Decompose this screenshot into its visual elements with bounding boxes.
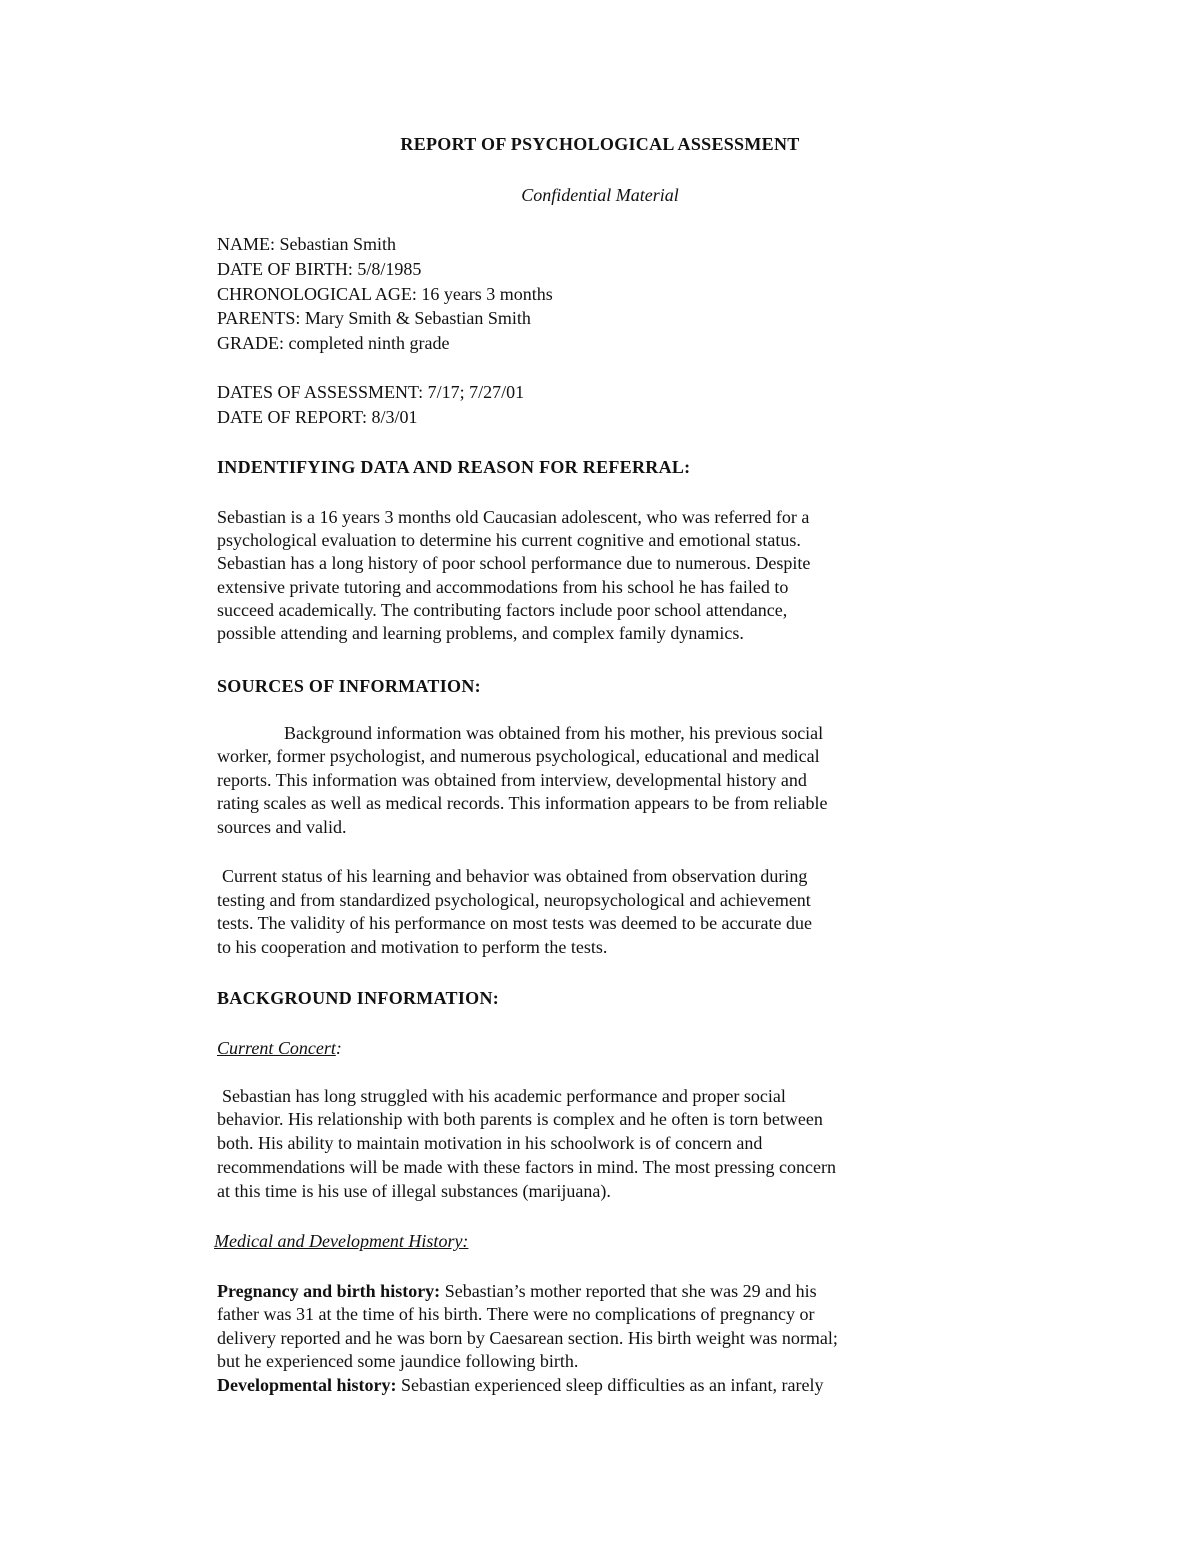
development-text: Sebastian experienced sleep difficulties as an infant, rarely (396, 1375, 824, 1395)
medical-history-heading: Medical and Development History: (214, 1231, 469, 1251)
report-date-line: DATE OF REPORT: 8/3/01 (217, 407, 418, 427)
sources-para1-line: worker, former psychologist, and numerous psychological, educational and medical (217, 746, 820, 766)
background-heading: BACKGROUND INFORMATION: (217, 988, 500, 1008)
sources-para1-line: Background information was obtained from his mother, his previous social (284, 723, 824, 743)
current-concern-colon: : (335, 1038, 342, 1058)
concern-line: behavior. His relationship with both parents is complex and he often is torn between (217, 1109, 823, 1129)
dob-line: DATE OF BIRTH: 5/8/1985 (217, 259, 422, 279)
referral-line: Sebastian is a 16 years 3 months old Caucasian adolescent, who was referred for a (217, 507, 810, 527)
concern-line: Sebastian has long struggled with his academic performance and proper social (222, 1086, 786, 1106)
sources-para1-line: sources and valid. (217, 817, 347, 837)
concern-line: both. His ability to maintain motivation in his schoolwork is of concern and (217, 1133, 763, 1153)
confidential-subtitle: Confidential Material (521, 185, 679, 205)
concern-line: recommendations will be made with these factors in mind. The most pressing concern (217, 1157, 837, 1177)
sources-heading: SOURCES OF INFORMATION: (217, 676, 481, 696)
development-line (217, 1374, 823, 1397)
referral-line: psychological evaluation to determine his current cognitive and emotional status. (217, 530, 801, 550)
pregnancy-text: Sebastian’s mother reported that she was 29 and his (440, 1281, 817, 1301)
age-line: CHRONOLOGICAL AGE: 16 years 3 months (217, 284, 553, 304)
development-label: Developmental history: (217, 1375, 397, 1395)
sources-para1-line: rating scales as well as medical records. This information appears to be from reliable (217, 793, 828, 813)
sources-para1-line: reports. This information was obtained from interview, developmental history and (217, 770, 807, 790)
pregnancy-line: but he experienced some jaundice following birth. (217, 1351, 579, 1371)
concern-line: at this time is his use of illegal substances (marijuana). (217, 1181, 611, 1201)
assessment-dates-line: DATES OF ASSESSMENT: 7/17; 7/27/01 (217, 382, 525, 402)
referral-line: succeed academically. The contributing factors include poor school attendance, (217, 600, 788, 620)
referral-line: extensive private tutoring and accommodations from his school he has failed to (217, 577, 789, 597)
sources-para2-line: tests. The validity of his performance on most tests was deemed to be accurate due (217, 913, 812, 933)
referral-line: possible attending and learning problems, and complex family dynamics. (217, 623, 744, 643)
parents-line: PARENTS: Mary Smith & Sebastian Smith (217, 308, 531, 328)
pregnancy-line: father was 31 at the time of his birth. There were no complications of pregnancy or (217, 1304, 815, 1324)
pregnancy-line: delivery reported and he was born by Caesarean section. His birth weight was normal; (217, 1328, 838, 1348)
name-line: NAME: Sebastian Smith (217, 234, 396, 254)
report-title: REPORT OF PSYCHOLOGICAL ASSESSMENT (400, 134, 800, 154)
current-concern-label: Current Concert (217, 1038, 336, 1058)
sources-para2-line: to his cooperation and motivation to perform the tests. (217, 937, 608, 957)
pregnancy-line (217, 1280, 817, 1303)
grade-line: GRADE: completed ninth grade (217, 333, 450, 353)
referral-line: Sebastian has a long history of poor school performance due to numerous. Despite (217, 553, 811, 573)
referral-heading: INDENTIFYING DATA AND REASON FOR REFERRAL: (217, 457, 691, 477)
current-concern-heading (217, 1037, 342, 1060)
pregnancy-label: Pregnancy and birth history: (217, 1281, 441, 1301)
sources-para2-line: Current status of his learning and behavior was obtained from observation during (222, 866, 808, 886)
sources-para2-line: testing and from standardized psychological, neuropsychological and achievement (217, 890, 811, 910)
